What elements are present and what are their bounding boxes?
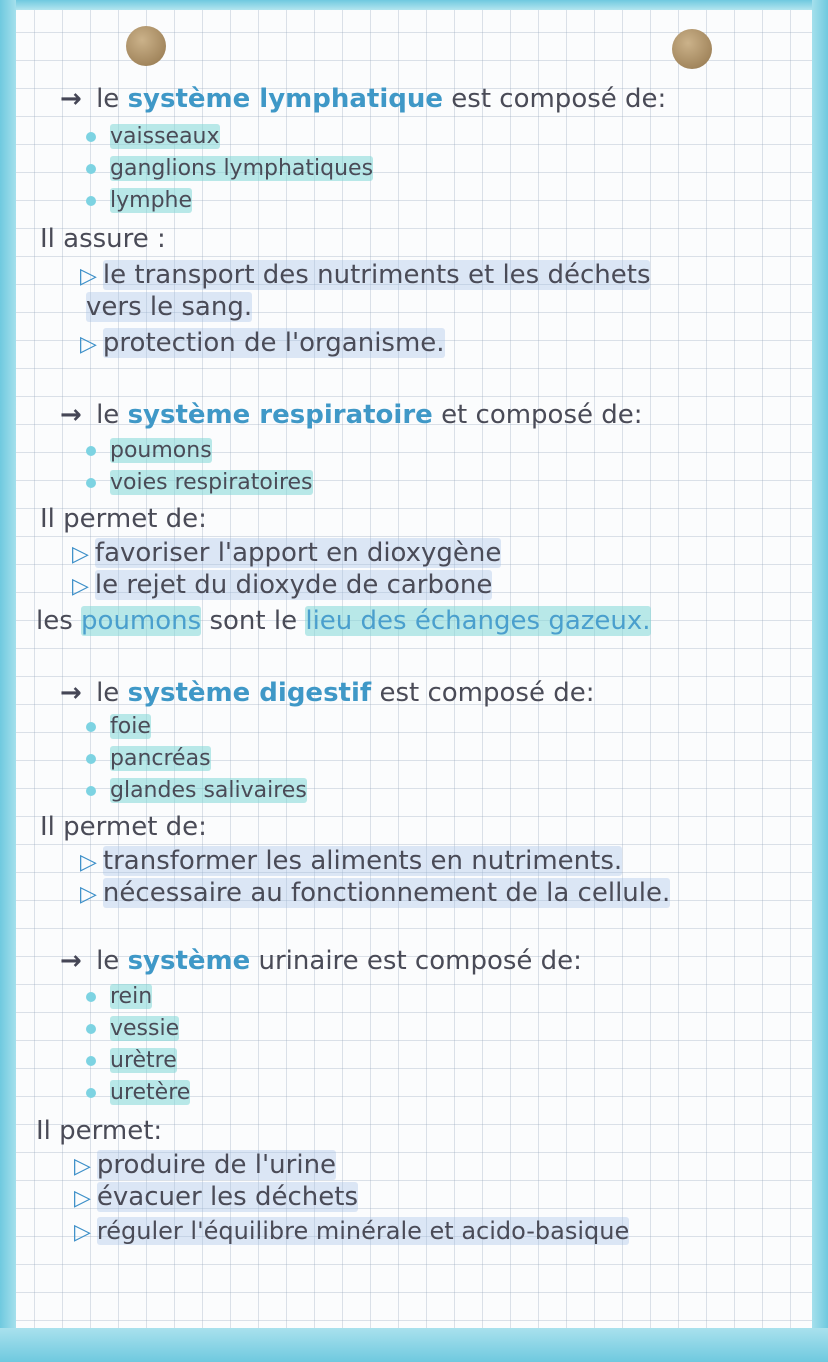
list-item (86, 980, 152, 1014)
bullet-icon (86, 164, 96, 174)
triangle-bullet-icon: ▷ (72, 542, 89, 567)
list-item (86, 742, 211, 776)
bullet-icon (86, 1024, 96, 1034)
header-prefix: le (96, 678, 120, 708)
list-item-text: uretère (110, 1080, 191, 1105)
header-suffix: et composé de: (441, 400, 643, 430)
bullet-icon (86, 196, 96, 206)
arrow-right-icon: → (60, 400, 82, 430)
bullet-icon (86, 786, 96, 796)
page-border-top (0, 0, 828, 10)
section-intro: Il permet: (36, 1116, 163, 1146)
point-continuation (86, 290, 252, 324)
list-item (86, 152, 373, 186)
list-item-text: lymphe (110, 188, 193, 213)
section-title: système respiratoire (127, 400, 433, 430)
triangle-bullet-icon: ▷ (72, 574, 89, 599)
triangle-bullet-icon: ▷ (80, 264, 97, 289)
point-item (74, 1180, 358, 1216)
header-prefix: le (96, 400, 120, 430)
triangle-bullet-icon: ▷ (74, 1154, 91, 1179)
arrow-right-icon: → (60, 678, 82, 708)
point-text: transformer les aliments en nutriments. (102, 846, 623, 876)
list-item (86, 466, 313, 500)
list-item-text: vaisseaux (110, 124, 220, 149)
list-item-text: foie (110, 714, 151, 739)
point-item (80, 844, 622, 880)
list-item (86, 1044, 177, 1078)
triangle-bullet-icon: ▷ (80, 850, 97, 875)
section-title: système (127, 946, 251, 976)
section-title: système digestif (127, 678, 372, 708)
bullet-icon (86, 1088, 96, 1098)
section-intro: Il permet de: (40, 812, 207, 842)
arrow-right-icon: → (60, 84, 82, 114)
list-item-text: rein (110, 984, 153, 1009)
section-header (60, 82, 666, 116)
section-header (60, 944, 582, 978)
page-border-left (0, 0, 16, 1362)
bullet-icon (86, 446, 96, 456)
header-prefix: le (96, 84, 120, 114)
page-border-bottom (0, 1328, 828, 1362)
point-text: favoriser l'apport en dioxygène (94, 538, 502, 568)
section-header (60, 676, 594, 710)
list-item-text: poumons (110, 438, 212, 463)
page-border-right (812, 0, 828, 1362)
list-item (86, 434, 212, 468)
point-text: le transport des nutriments et les déchets (102, 260, 651, 290)
punch-hole-icon (672, 29, 712, 69)
header-suffix: est composé de: (379, 678, 595, 708)
point-item (74, 1148, 336, 1184)
section-header (60, 398, 643, 432)
list-item-text: pancréas (110, 746, 211, 771)
section-intro: Il assure : (40, 224, 166, 254)
header-prefix: le (96, 946, 120, 976)
point-text: protection de l'organisme. (102, 328, 445, 358)
triangle-bullet-icon: ▷ (74, 1220, 91, 1245)
bullet-icon (86, 722, 96, 732)
triangle-bullet-icon: ▷ (80, 332, 97, 357)
point-item (80, 326, 445, 362)
bullet-icon (86, 992, 96, 1002)
list-item (86, 120, 220, 154)
note-highlight: poumons (81, 606, 202, 636)
point-item (74, 1214, 629, 1250)
triangle-bullet-icon: ▷ (80, 882, 97, 907)
point-text: nécessaire au fonctionnement de la cellule. (102, 878, 671, 908)
triangle-bullet-icon: ▷ (74, 1186, 91, 1211)
point-text: réguler l'équilibre minérale et acido-basique (96, 1217, 630, 1245)
point-text: produire de l'urine (96, 1150, 337, 1180)
list-item (86, 184, 192, 218)
point-text: vers le sang. (86, 292, 253, 322)
section-title: système lymphatique (127, 84, 444, 114)
section-note (36, 604, 651, 638)
punch-hole-icon (126, 26, 166, 66)
point-text: évacuer les déchets (96, 1182, 359, 1212)
note-middle: sont le (209, 606, 298, 636)
list-item-text: urètre (110, 1048, 177, 1073)
bullet-icon (86, 132, 96, 142)
header-suffix: est composé de: (451, 84, 667, 114)
bullet-icon (86, 754, 96, 764)
list-item-text: vessie (110, 1016, 180, 1041)
list-item (86, 774, 307, 808)
list-item-text: ganglions lymphatiques (110, 156, 374, 181)
list-item (86, 1076, 190, 1110)
list-item (86, 1012, 179, 1046)
header-suffix: urinaire est composé de: (258, 946, 582, 976)
list-item-text: glandes salivaires (110, 778, 307, 803)
bullet-icon (86, 1056, 96, 1066)
point-item (72, 536, 501, 572)
note-prefix: les (36, 606, 73, 636)
section-intro: Il permet de: (40, 504, 207, 534)
point-item (80, 876, 670, 912)
point-item (72, 568, 492, 604)
arrow-right-icon: → (60, 946, 82, 976)
point-item (80, 258, 650, 294)
bullet-icon (86, 478, 96, 488)
list-item (86, 710, 151, 744)
list-item-text: voies respiratoires (110, 470, 313, 495)
point-text: le rejet du dioxyde de carbone (94, 570, 493, 600)
note-highlight: lieu des échanges gazeux. (305, 606, 651, 636)
